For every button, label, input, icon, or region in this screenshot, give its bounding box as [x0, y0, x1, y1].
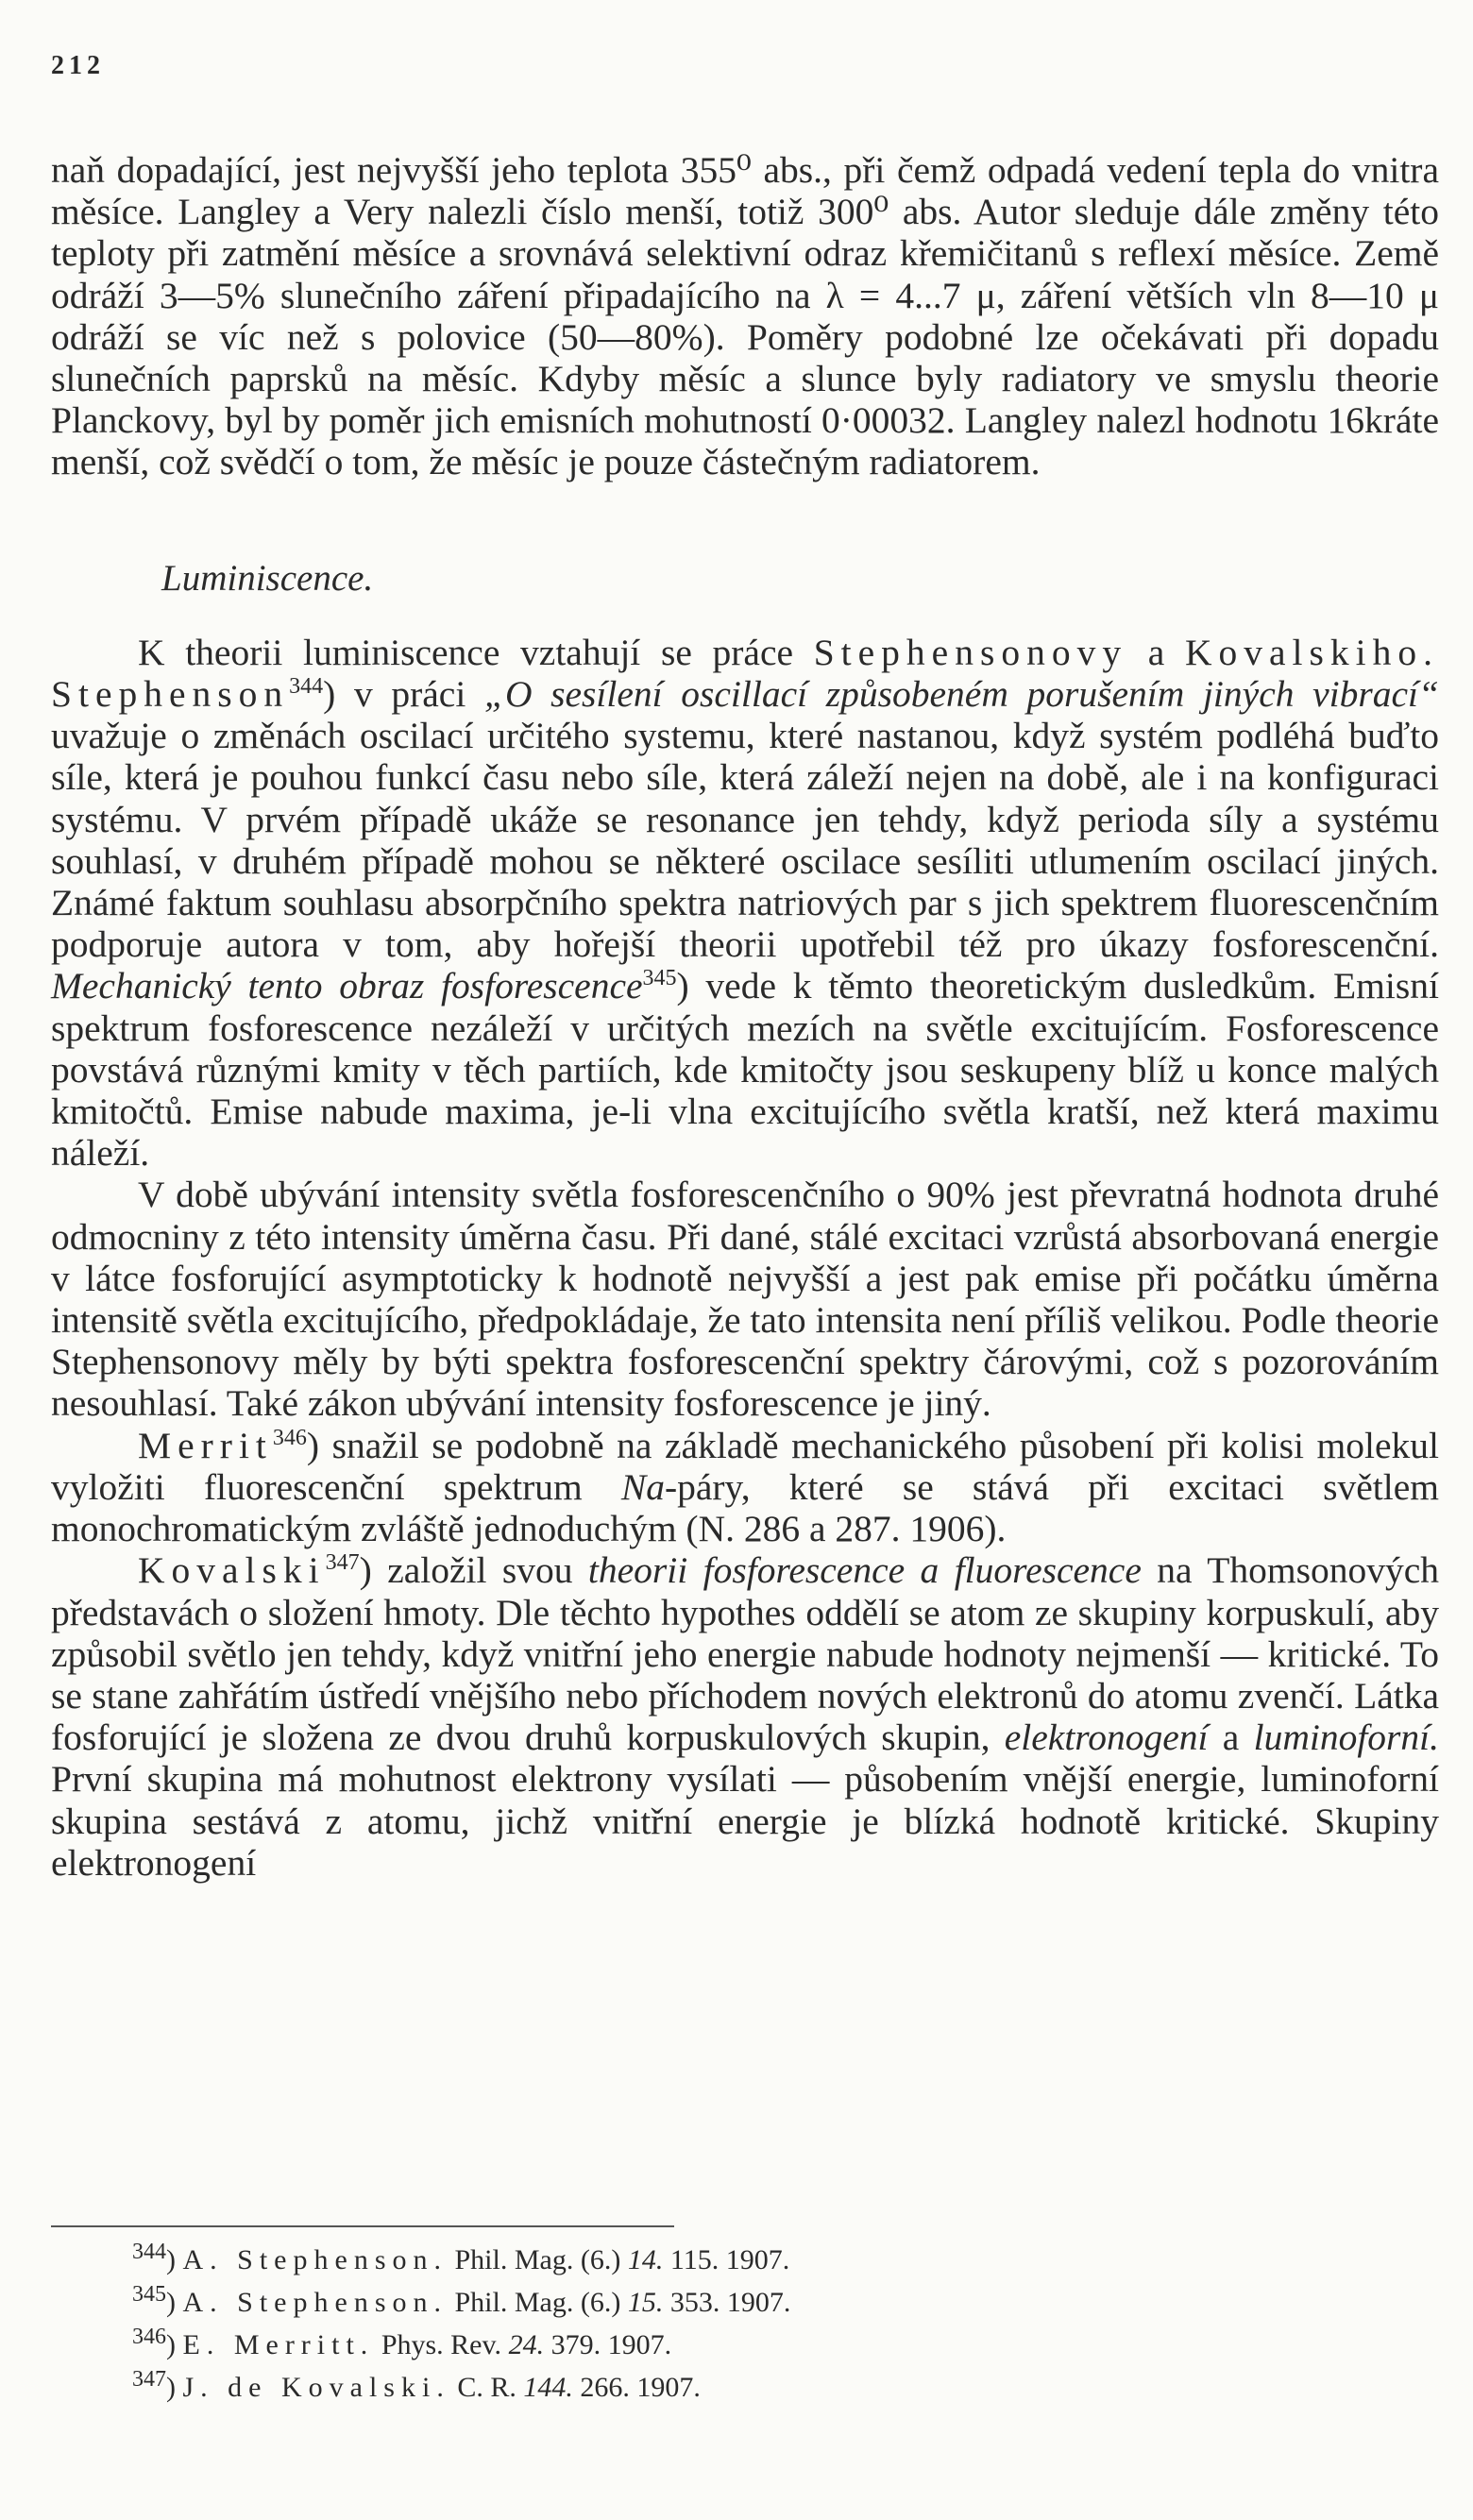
- paragraph-intensity-decay: V době ubývání intensity světla fosforescenčního o 90% jest převratná hodnota druhé odmocniny z této intensity úměrna času. Při dané, stálé excitaci vzrůstá absorbovaná energie v látce fosforující asymptoticky k hodnotě nejvyšší a jest pak emise při počátku úměrna intensitě světla excitujícího, předpokládaje, že tato intensita není příliš velikou. Podle theorie Stephensonovy měly by býti spektra fosforescenční spektry čárovými, což s pozorováním nesouhlasí. Také zákon ubývání intensity fosforescence je jiný.: [51, 1174, 1439, 1425]
- footnote: $^{347}$) J. de Kovalski. C. R. 144. 266. 1907.: [132, 2367, 701, 2403]
- section-heading-luminiscence: Luminiscence.: [161, 557, 374, 599]
- body-text: [51, 149, 1439, 1884]
- footnote-ref: 344: [289, 673, 324, 699]
- emphasis: luminoforní.: [1253, 1717, 1440, 1759]
- footnotes: [132, 2239, 790, 2409]
- chemical-symbol: Na: [620, 1465, 665, 1508]
- paragraph-merritt: Merrit$^{346}$) snažil se podobně na základě mechanického působení při kolisi molekul vyložiti fluorescenční spektrum Na-páry, které se stává při excitaci světlem monochromatickým zvláště jednoduchým (N. 286 a 287. 1906).: [51, 1424, 1439, 1550]
- footnote-divider: [51, 2225, 674, 2227]
- paragraph-moon-temperature: naň dopadající, jest nejvyšší jeho teplota 355⁰ abs., při čemž odpadá vedení tepla do vnitra měsíce. Langley a Very nalezli číslo menší, totiž 300⁰ abs. Autor sleduje dále změny této teploty při zatmění měsíce a srovnává selektivní odraz křemičitanů s reflexí měsíce. Země odráží 3—5% slunečního záření připadajícího na λ = 4...7 μ, záření větších vln 8—10 μ odráží se víc než s polovice (50—80%). Poměry podobné lze očekávati při dopadu slunečních paprsků na měsíc. Kdyby měsíc a slunce byly radiatory ve smyslu theorie Planckovy, byl by poměr jich emisních mohutností 0·00032. Langley nalezl hodnotu 16kráte menší, což svědčí o tom, že měsíc je pouze částečným radiatorem.: [51, 149, 1439, 483]
- footnote: $^{345}$) A. Stephenson. Phil. Mag. (6.) 15. 353. 1907.: [132, 2282, 791, 2318]
- paragraph-kovalski: Kovalski$^{347}$) založil svou theorii fosforescence a fluorescence na Thomsonových představách o složení hmoty. Dle těchto hypothes oddělí se atom ze skupiny korpuskulí, aby způsobil světlo jen tehdy, když vnitřní jeho energie nabude hodnoty nejmenší — kritické. To se stane zahřátím ústředí vnějšího nebo příchodem nových elektronů do atomu zvenčí. Látka fosforující je složena ze dvou druhů korpuskulových skupin, elektronogení a luminoforní. První skupina má mohutnost elektrony vysílati — působením vnější energie, luminoforní skupina sestává z atomu, jichž vnitřní energie je blízká hodnotě kritické. Skupiny elektronogení: [51, 1549, 1440, 1884]
- footnote-ref: 345: [642, 966, 677, 991]
- author-stephenson: Stephenson: [51, 673, 290, 716]
- paragraph-stephenson: K theorii luminiscence vztahují se práce Stephensonovy a Kovalskiho. Stephenson$^{344}$) v práci „O sesílení oscillací způsobeném porušením jiných vibrací“ uvažuje o změnách oscilací určitého systemu, které nastanou, když systém podléhá buďto síle, která je pouhou funkcí času nebo síle, která záleží nejen na době, ale i na konfiguraci systému. V prvém případě ukáže se resonance jen tehdy, když perioda síly a systému souhlasí, v druhém případě mohou se některé oscilace sesíliti utlumením oscilací jiných. Známé faktum souhlasu absorpčního spektra natriových par s jich spektrem fluorescenčním podporuje autora v tom, aby hořejší theorii upotřebil též pro úkazy fosforescenční. Mechanický tento obraz fosforescence$^{345}$) vede k těmto theoretickým dusledkům. Emisní spektrum fosforescence nezáleží v určitých mezích na světle excitujícím. Fosforescence povstává různými kmity v těch partiích, kde kmitočty jsou seskupeny blíž u konce malých kmitočtů. Emise nabude maxima, je-li vlna excitujícího světla kratší, než která maximu náleží.: [51, 631, 1439, 1175]
- footnote-ref: 347: [325, 1550, 360, 1576]
- author-kovalski: Kovalskiho.: [1184, 631, 1439, 673]
- author-kovalski: Kovalski: [138, 1549, 326, 1592]
- footnote: $^{346}$) E. Merritt. Phys. Rev. 24. 379. 1907.: [132, 2325, 672, 2360]
- author-merritt: Merrit: [138, 1424, 273, 1466]
- emphasis: theorii fosforescence a fluorescence: [587, 1549, 1142, 1592]
- footnote: $^{344}$) A. Stephenson. Phil. Mag. (6.) 14. 115. 1907.: [132, 2240, 790, 2275]
- work-title: „O sesílení oscillací způsobeném porušením jiných vibrací“: [483, 673, 1439, 716]
- author-stephenson: Stephensonovy: [813, 631, 1128, 673]
- page-number: 212: [51, 51, 105, 80]
- emphasis: Mechanický tento obraz fosforescence: [51, 965, 643, 1007]
- emphasis: elektronogení: [1004, 1717, 1209, 1759]
- footnote-ref: 346: [272, 1425, 307, 1450]
